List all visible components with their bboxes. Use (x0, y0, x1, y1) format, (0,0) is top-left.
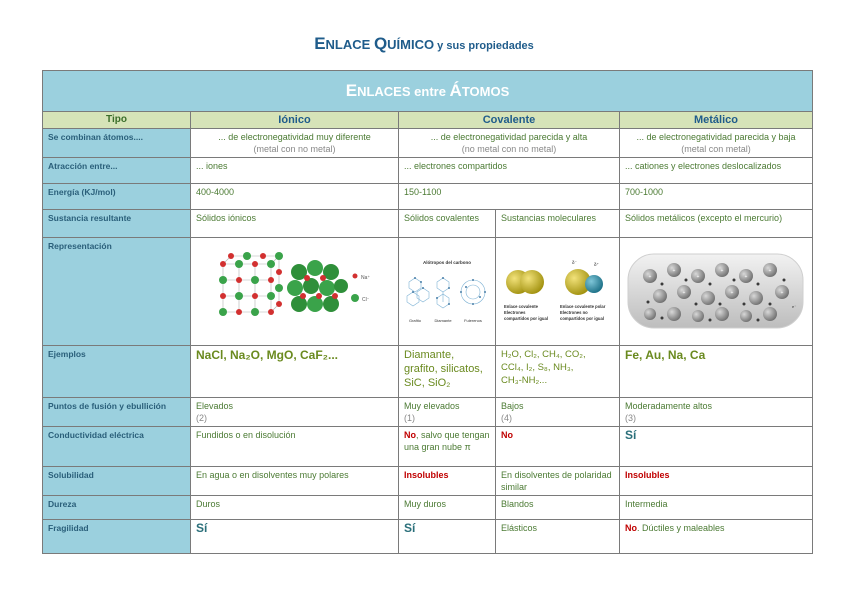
row-label: Solubilidad (43, 467, 191, 496)
cell-ionico: ... de electronegatividad muy diferente (metal con no metal) (191, 129, 399, 158)
svg-text:Diamante: Diamante (434, 318, 452, 323)
row-label: Sustancia resultante (43, 210, 191, 238)
svg-text:+: + (672, 268, 676, 274)
covalent-molecules-illustration (500, 242, 614, 338)
cell-metalico: 700-1000 (620, 184, 813, 210)
cell-ionico: Duros (191, 496, 399, 520)
table-row (43, 184, 813, 210)
svg-text:δ⁺: δ⁺ (594, 262, 599, 267)
table-row (43, 210, 813, 238)
ionic-lattice-illustration (195, 242, 391, 338)
header-covalente: Covalente (399, 112, 620, 129)
svg-text:e⁻: e⁻ (792, 304, 797, 309)
svg-text:+: + (682, 290, 686, 296)
cell-covalente-a: Insolubles (399, 467, 496, 496)
header-tipo: Tipo (43, 112, 191, 129)
svg-text:Electrones nocompartidos por i: Electrones no compartidos por igual (560, 310, 604, 321)
metallic-bond-image (620, 238, 813, 346)
bonds-table (42, 70, 813, 554)
cell-metalico: Moderadamente altos (3) (620, 398, 813, 427)
svg-text:Grafito: Grafito (408, 318, 422, 323)
cell-metalico: Fe, Au, Na, Ca (620, 346, 813, 398)
cell-covalente: 150-1100 (399, 184, 620, 210)
cell-ionico: Sólidos iónicos (191, 210, 399, 238)
cell-covalente-a: Muy duros (399, 496, 496, 520)
svg-text:Electronescompartidos por igua: Electrones compartidos por igual (504, 310, 548, 321)
cell-metalico: No. Dúctiles y maleables (620, 520, 813, 554)
cl-label: Cl⁻ (362, 297, 370, 303)
cell-ionico: 400-4000 (191, 184, 399, 210)
svg-text:+: + (648, 274, 652, 280)
row-label: Energía (KJ/mol) (43, 184, 191, 210)
cell-covalente-a: Muy elevados (1) (399, 398, 496, 427)
cell-covalente-b: Sustancias moleculares (496, 210, 620, 238)
row-label: Representación (43, 238, 191, 346)
table-banner: ENLACES entre ÁTOMOS (43, 71, 813, 112)
table-row (43, 467, 813, 496)
table-row (43, 427, 813, 467)
cell-covalente-b: H₂O, Cl₂, CH₄, CO₂, CCl₄, I₂, S₈, NH₃, CH₃-NH₂... (496, 346, 620, 398)
table-row (43, 520, 813, 554)
cell-covalente-b: Elásticos (496, 520, 620, 554)
svg-text:+: + (744, 274, 748, 280)
row-label: Atracción entre... (43, 158, 191, 184)
row-label: Dureza (43, 496, 191, 520)
cell-covalente-b: Blandos (496, 496, 620, 520)
table-row (43, 496, 813, 520)
na-label: Na⁺ (361, 275, 371, 281)
cell-metalico: Intermedia (620, 496, 813, 520)
cell-covalente-a: No, salvo que tengan una gran nube π (399, 427, 496, 467)
cell-metalico: ... de electronegatividad parecida y baja (metal con metal) (620, 129, 813, 158)
svg-text:Enlace covalente: Enlace covalente (504, 304, 538, 309)
svg-text:δ⁻: δ⁻ (572, 260, 577, 265)
cell-covalente-a: Sí (399, 520, 496, 554)
carbon-allotropes-illustration (403, 242, 491, 338)
cell-covalente-a: Sólidos covalentes (399, 210, 496, 238)
metallic-sea-illustration (624, 242, 807, 338)
row-label: Ejemplos (43, 346, 191, 398)
cell-metalico: Sólidos metálicos (excepto el mercurio) (620, 210, 813, 238)
table-row (43, 129, 813, 158)
cell-covalente-b: No (496, 427, 620, 467)
row-label: Fragilidad (43, 520, 191, 554)
cell-covalente-a: Diamante, grafito, silicatos, SiC, SiO₂ (399, 346, 496, 398)
svg-text:Fulerenos: Fulerenos (464, 318, 482, 323)
cell-metalico: Insolubles (620, 467, 813, 496)
cell-metalico: ... cationes y electrones deslocalizados (620, 158, 813, 184)
cell-ionico: ... iones (191, 158, 399, 184)
table-row (43, 158, 813, 184)
cell-ionico: NaCl, Na₂O, MgO, CaF₂... (191, 346, 399, 398)
cell-ionico: Elevados (2) (191, 398, 399, 427)
row-label: Conductividad eléctrica (43, 427, 191, 467)
row-label: Puntos de fusión y ebullición (43, 398, 191, 427)
carbon-allotropes-image (399, 238, 496, 346)
cell-covalente-b: Bajos (4) (496, 398, 620, 427)
svg-text:Alótropos del carbono: Alótropos del carbono (422, 260, 472, 265)
svg-text:+: + (768, 268, 772, 274)
svg-text:+: + (780, 290, 784, 296)
cell-covalente: ... electrones compartidos (399, 158, 620, 184)
row-label: Se combinan átomos.... (43, 129, 191, 158)
table-row (43, 346, 813, 398)
cell-ionico: Sí (191, 520, 399, 554)
svg-text:+: + (730, 290, 734, 296)
cell-covalente-b: En disolventes de polaridad similar (496, 467, 620, 496)
ionic-lattice-image (191, 238, 399, 346)
header-ionico: Iónico (191, 112, 399, 129)
cell-covalente: ... de electronegatividad parecida y alta (no metal con no metal) (399, 129, 620, 158)
covalent-bond-image (496, 238, 620, 346)
table-row (43, 398, 813, 427)
svg-text:Enlace covalente polar: Enlace covalente polar (560, 304, 606, 309)
document-title: ENLACE QUÍMICO y sus propiedades (314, 34, 534, 53)
table-row (43, 238, 813, 346)
header-metalico: Metálico (620, 112, 813, 129)
cell-ionico: En agua o en disolventes muy polares (191, 467, 399, 496)
cell-ionico: Fundidos o en disolución (191, 427, 399, 467)
svg-text:+: + (720, 268, 724, 274)
cell-metalico: Sí (620, 427, 813, 467)
svg-text:+: + (696, 274, 700, 280)
